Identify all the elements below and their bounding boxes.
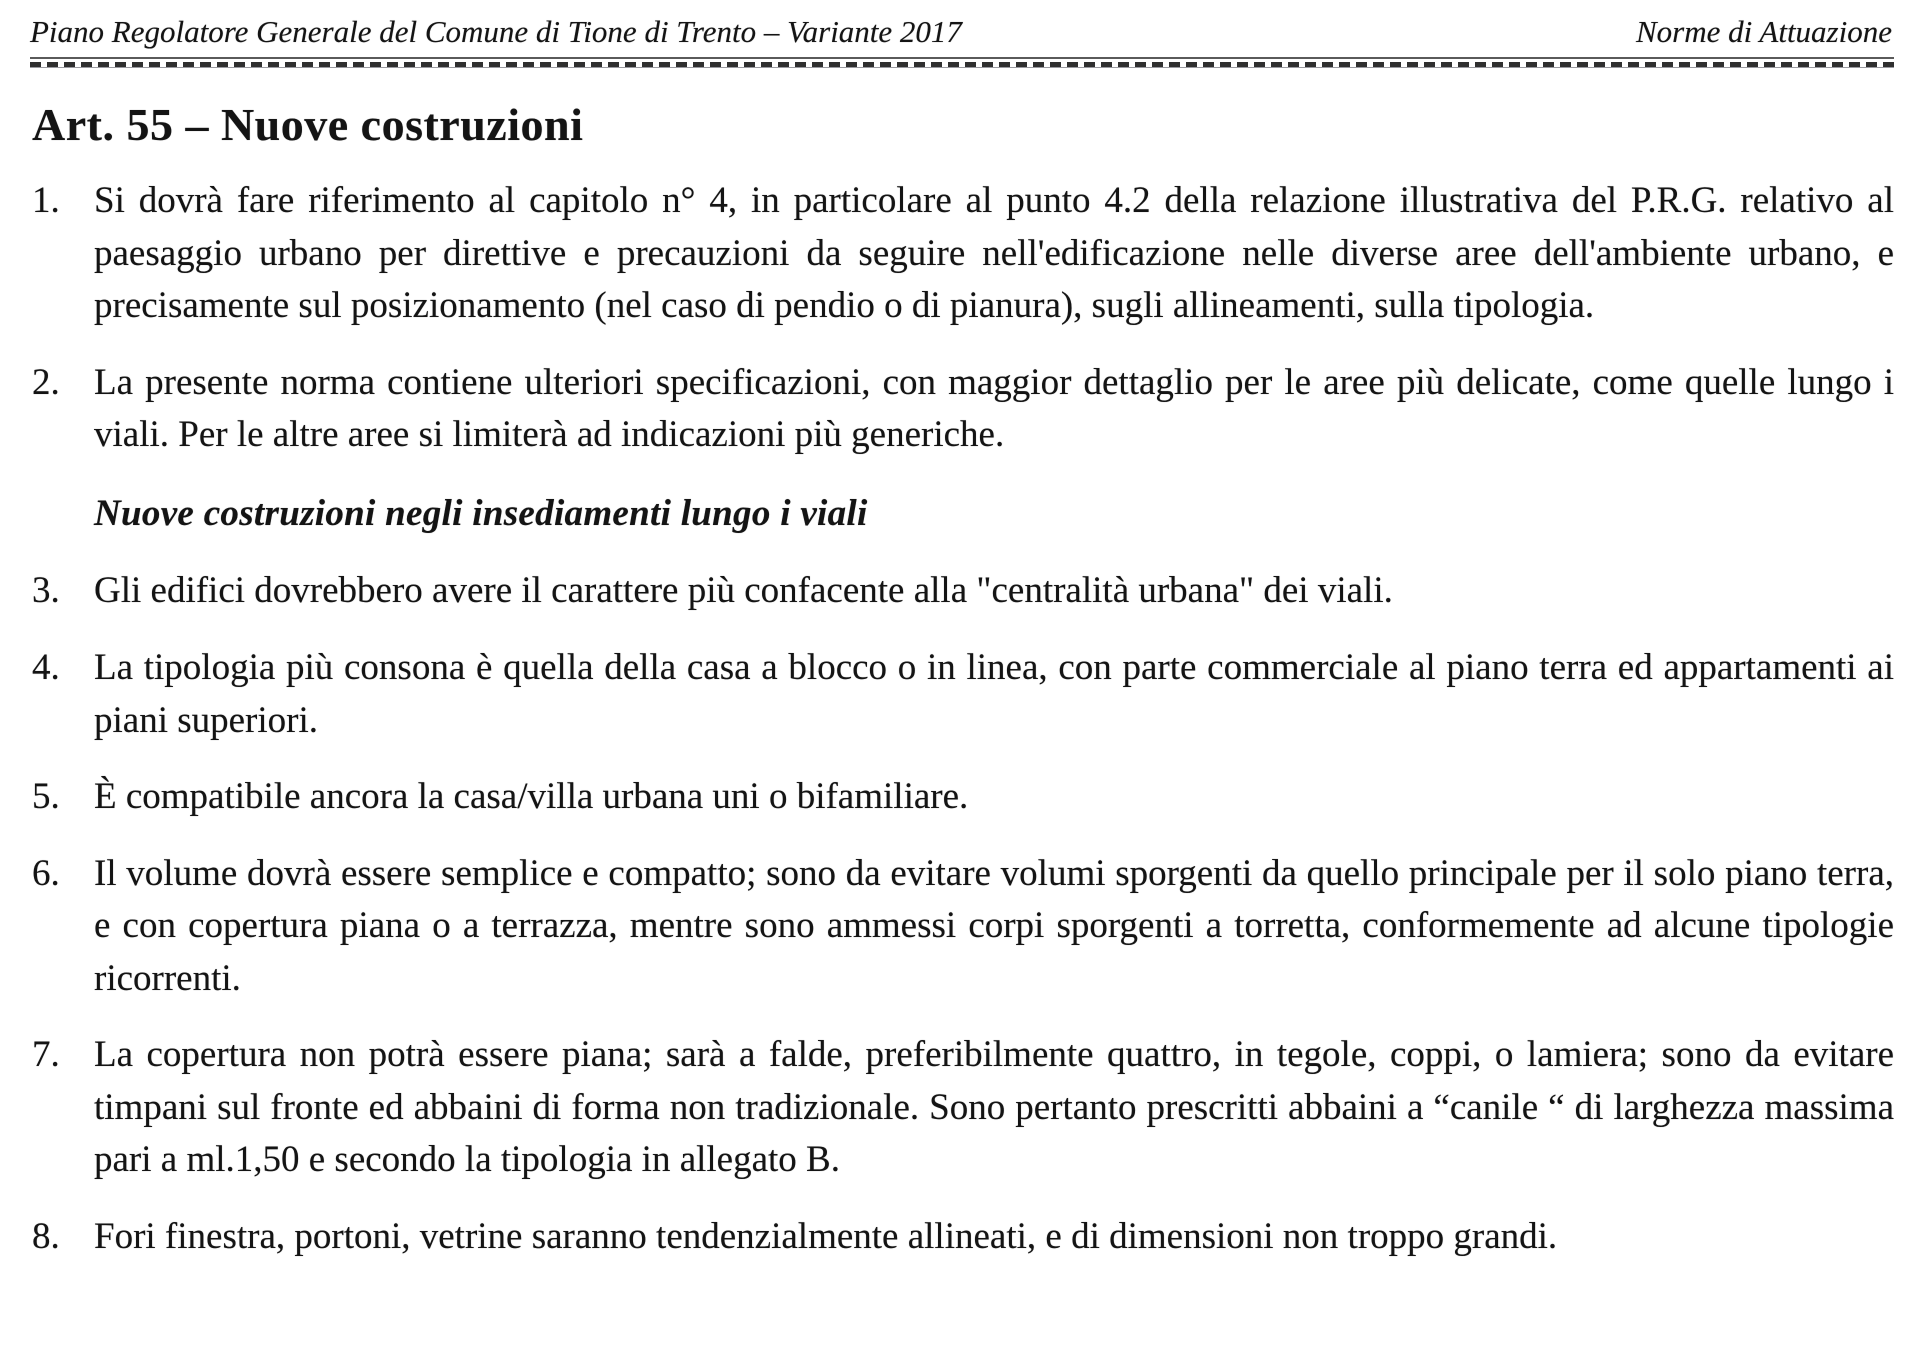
list-item-3 [32, 565, 1894, 618]
item-text: La presente norma contiene ulteriori specificazioni, con maggior dettaglio per le aree più delicate, come quelle lungo i viali. Per le altre aree si limiterà ad indicazioni più generiche. [94, 361, 1894, 456]
header-title-right: Norme di Attuazione [1635, 14, 1892, 49]
item-text: È compatibile ancora la casa/villa urbana uni o bifamiliare. [94, 776, 969, 818]
item-number: 3. [32, 570, 60, 612]
list-item-4 [32, 642, 1894, 747]
item-number: 6. [32, 852, 60, 894]
article-title: Art. 55 – Nuove costruzioni [32, 99, 584, 150]
list-item-8 [32, 1211, 1894, 1264]
item-text: Il volume dovrà essere semplice e compatto; sono da evitare volumi sporgenti da quello principale per il solo piano terra, e con copertura piana o a terrazza, mentre sono ammessi corpi sporgenti a torretta, conformemente ad alcune tipologie ricorrenti. [94, 852, 1894, 999]
section-subheading: Nuove costruzioni negli insediamenti lungo i viali [94, 492, 868, 534]
page-header [30, 10, 1894, 59]
item-text: Si dovrà fare riferimento al capitolo n° 4, in particolare al punto 4.2 della relazione illustrativa del P.R.G. relativo al paesaggio urbano per direttive e precauzioni da seguire nell'edificazione nelle diverse aree dell'ambiente urbano, e precisamente sul posizionamento (nel caso di pendio o di pianura), sugli allineamenti, sulla tipologia. [94, 180, 1894, 327]
item-number: 1. [32, 180, 60, 221]
item-text: Fori finestra, portoni, vetrine saranno tendenzialmente allineati, e di dimensioni non troppo grandi. [94, 1215, 1558, 1257]
list-item-1 [32, 175, 1894, 333]
list-item-7 [32, 1029, 1894, 1187]
list-item-5 [32, 771, 1894, 824]
list-item-6 [32, 848, 1894, 1006]
list-item-2 [32, 357, 1894, 462]
item-number: 4. [32, 646, 60, 688]
item-number: 8. [32, 1215, 60, 1257]
item-number: 2. [32, 361, 60, 403]
item-number: 5. [32, 776, 60, 818]
header-divider [30, 62, 1894, 68]
item-text: La copertura non potrà essere piana; sarà a falde, preferibilmente quattro, in tegole, coppi, o lamiera; sono da evitare timpani sul fronte ed abbaini di forma non tradizionale. Sono pertanto prescritti abbaini a “canile “ di larghezza massima pari a ml.1,50 e secondo la tipologia in allegato B. [94, 1034, 1894, 1181]
item-number: 7. [32, 1034, 60, 1076]
item-text: La tipologia più consona è quella della casa a blocco o in linea, con parte commerciale al piano terra ed appartamenti ai piani superiori. [94, 646, 1894, 741]
header-title-left: Piano Regolatore Generale del Comune di Tione di Trento – Variante 2017 [30, 14, 962, 49]
item-text: Gli edifici dovrebbero avere il carattere più confacente alla "centralità urbana" dei viali. [94, 570, 1393, 612]
